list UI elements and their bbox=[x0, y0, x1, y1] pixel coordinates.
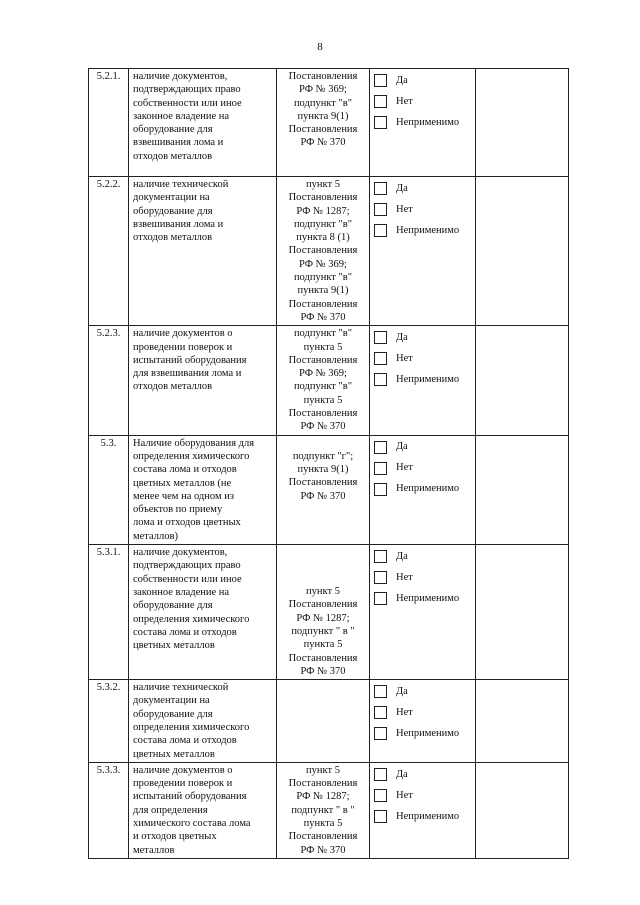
legal-basis: подпункт "г"; пункта 9(1) Постановления РФ № 370 bbox=[277, 435, 370, 544]
table-row bbox=[89, 177, 569, 326]
requirement-text-content: наличие документов о проведении поверок и испытаний оборудования для взвешивания лома и отходов металлов bbox=[133, 328, 247, 393]
checkbox[interactable] bbox=[374, 182, 387, 195]
legal-basis: пункт 5 Постановления РФ № 1287; подпункт " в " пункта 5 Постановления РФ № 370 bbox=[277, 762, 370, 858]
option-yes[interactable] bbox=[374, 764, 471, 785]
note-cell[interactable] bbox=[476, 326, 569, 435]
row-number: 5.3.1. bbox=[89, 545, 129, 680]
option-not-applicable[interactable] bbox=[374, 806, 471, 827]
option-no[interactable] bbox=[374, 199, 471, 220]
option-label: Неприменимо bbox=[396, 483, 460, 495]
checkbox[interactable] bbox=[374, 203, 387, 216]
option-no[interactable] bbox=[374, 458, 471, 479]
note-cell[interactable] bbox=[476, 69, 569, 177]
option-no[interactable] bbox=[374, 785, 471, 806]
option-label: Нет bbox=[396, 571, 413, 583]
option-yes[interactable] bbox=[374, 70, 471, 91]
requirement-text bbox=[129, 69, 277, 177]
table-row bbox=[89, 326, 569, 435]
checklist-body bbox=[89, 69, 569, 859]
table-row bbox=[89, 69, 569, 177]
option-not-applicable[interactable] bbox=[374, 479, 471, 500]
option-not-applicable[interactable] bbox=[374, 588, 471, 609]
requirement-text-content: Наличие оборудования для определения химического состава лома и отходов цветных металлов (не менее чем на одном из объектов по приему лома и отходов цветных металлов) bbox=[133, 437, 255, 542]
note-cell[interactable] bbox=[476, 762, 569, 858]
row-number: 5.3.2. bbox=[89, 680, 129, 763]
requirement-text-content: наличие документов о проведении поверок и испытаний оборудования для определения химического состава лома и отходов цветных металлов bbox=[133, 764, 251, 856]
checkbox[interactable] bbox=[374, 727, 387, 740]
answer-options bbox=[370, 762, 476, 858]
requirement-text bbox=[129, 177, 277, 326]
checkbox[interactable] bbox=[374, 331, 387, 344]
table-row bbox=[89, 435, 569, 544]
checkbox[interactable] bbox=[374, 789, 387, 802]
option-label: Нет bbox=[396, 706, 413, 718]
requirement-text-content: наличие технической документации на оборудование для взвешивания лома и отходов металлов bbox=[133, 179, 229, 244]
legal-basis: пункт 5 Постановления РФ № 1287; подпункт "в" пункта 8 (1) Постановления РФ № 369; подпункт "в" пункта 9(1) Постановления РФ № 370 bbox=[277, 177, 370, 326]
option-label: Неприменимо bbox=[396, 592, 460, 604]
checkbox[interactable] bbox=[374, 706, 387, 719]
option-label: Да bbox=[396, 74, 408, 86]
checkbox[interactable] bbox=[374, 571, 387, 584]
note-cell[interactable] bbox=[476, 680, 569, 763]
note-cell[interactable] bbox=[476, 545, 569, 680]
option-not-applicable[interactable] bbox=[374, 112, 471, 133]
checkbox[interactable] bbox=[374, 74, 387, 87]
option-label: Да bbox=[396, 550, 408, 562]
legal-basis: Постановления РФ № 369; подпункт "в" пункта 9(1) Постановления РФ № 370 bbox=[277, 69, 370, 177]
option-yes[interactable] bbox=[374, 178, 471, 199]
note-cell[interactable] bbox=[476, 435, 569, 544]
row-number: 5.2.2. bbox=[89, 177, 129, 326]
answer-options bbox=[370, 69, 476, 177]
legal-basis bbox=[277, 680, 370, 763]
page-number: 8 bbox=[317, 41, 323, 53]
checkbox[interactable] bbox=[374, 483, 387, 496]
option-label: Да bbox=[396, 441, 408, 453]
option-not-applicable[interactable] bbox=[374, 723, 471, 744]
option-label: Неприменимо bbox=[396, 224, 460, 236]
checkbox[interactable] bbox=[374, 810, 387, 823]
option-label: Нет bbox=[396, 789, 413, 801]
option-label: Неприменимо bbox=[396, 374, 460, 386]
table-row bbox=[89, 762, 569, 858]
option-label: Нет bbox=[396, 203, 413, 215]
option-label: Да bbox=[396, 332, 408, 344]
checkbox[interactable] bbox=[374, 462, 387, 475]
answer-options bbox=[370, 435, 476, 544]
checkbox[interactable] bbox=[374, 373, 387, 386]
answer-options bbox=[370, 680, 476, 763]
option-label: Нет bbox=[396, 462, 413, 474]
option-not-applicable[interactable] bbox=[374, 369, 471, 390]
option-not-applicable[interactable] bbox=[374, 220, 471, 241]
option-yes[interactable] bbox=[374, 437, 471, 458]
option-label: Нет bbox=[396, 353, 413, 365]
option-label: Нет bbox=[396, 95, 413, 107]
option-yes[interactable] bbox=[374, 327, 471, 348]
table-row bbox=[89, 545, 569, 680]
checkbox[interactable] bbox=[374, 116, 387, 129]
checkbox[interactable] bbox=[374, 592, 387, 605]
option-label: Неприменимо bbox=[396, 116, 460, 128]
table-row bbox=[89, 680, 569, 763]
option-yes[interactable] bbox=[374, 546, 471, 567]
option-label: Да bbox=[396, 685, 408, 697]
requirement-text bbox=[129, 326, 277, 435]
checkbox[interactable] bbox=[374, 224, 387, 237]
checkbox[interactable] bbox=[374, 95, 387, 108]
checkbox[interactable] bbox=[374, 441, 387, 454]
row-number: 5.2.1. bbox=[89, 69, 129, 177]
option-label: Да bbox=[396, 182, 408, 194]
requirement-text-content: наличие технической документации на оборудование для определения химического состава лома и отходов цветных металлов bbox=[133, 682, 250, 760]
requirement-text-content: наличие документов, подтверждающих право собственности или иное законное владение на оборудование для взвешивания лома и отходов металлов bbox=[133, 71, 242, 162]
checkbox[interactable] bbox=[374, 550, 387, 563]
legal-basis: пункт 5 Постановления РФ № 1287; подпункт " в " пункта 5 Постановления РФ № 370 bbox=[277, 545, 370, 680]
option-label: Неприменимо bbox=[396, 727, 460, 739]
requirement-text bbox=[129, 545, 277, 680]
requirement-text bbox=[129, 680, 277, 763]
legal-basis: подпункт "в" пункта 5 Постановления РФ № 369; подпункт "в" пункта 5 Постановления РФ № 370 bbox=[277, 326, 370, 435]
option-yes[interactable] bbox=[374, 681, 471, 702]
option-no[interactable] bbox=[374, 91, 471, 112]
checkbox[interactable] bbox=[374, 352, 387, 365]
option-no[interactable] bbox=[374, 348, 471, 369]
answer-options bbox=[370, 326, 476, 435]
option-no[interactable] bbox=[374, 567, 471, 588]
answer-options bbox=[370, 545, 476, 680]
requirement-text bbox=[129, 762, 277, 858]
answer-options bbox=[370, 177, 476, 326]
checklist-table bbox=[88, 68, 569, 859]
requirement-text-content: наличие документов, подтверждающих право собственности или иное законное владение на оборудование для определения химического состава лома и отходов цветных металлов bbox=[133, 547, 250, 652]
row-number: 5.3. bbox=[89, 435, 129, 544]
row-number: 5.3.3. bbox=[89, 762, 129, 858]
row-number: 5.2.3. bbox=[89, 326, 129, 435]
checkbox[interactable] bbox=[374, 768, 387, 781]
option-label: Да bbox=[396, 768, 408, 780]
requirement-text bbox=[129, 435, 277, 544]
checkbox[interactable] bbox=[374, 685, 387, 698]
option-no[interactable] bbox=[374, 702, 471, 723]
option-label: Неприменимо bbox=[396, 810, 460, 822]
note-cell[interactable] bbox=[476, 177, 569, 326]
